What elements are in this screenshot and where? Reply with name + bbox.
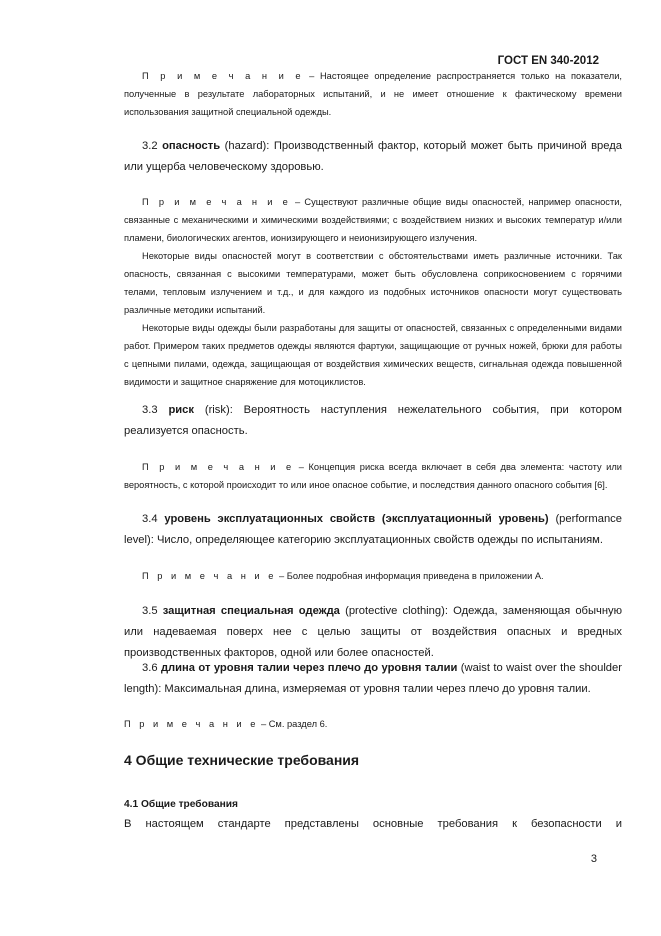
term-definition: (hazard): Производственный фактор, который может быть причиной вреда или ущерба человеческому здоровью.	[124, 140, 622, 173]
term-definition: (waist to waist over the shoulder length): Максимальная длина, измеряемая от уровня талии через плечо до уровня талии.	[124, 662, 622, 695]
note-label: П р и м е ч а н и е	[142, 71, 304, 81]
term-3-3	[124, 400, 622, 442]
term-3-4	[124, 509, 622, 551]
term-3-2	[124, 136, 622, 178]
note-label: П р и м е ч а н и е	[142, 462, 295, 472]
note-3	[124, 458, 622, 494]
note-1	[124, 67, 622, 121]
term-number: 3.2	[142, 140, 163, 152]
term-name: защитная специальная одежда	[162, 605, 340, 617]
term-definition: (risk): Вероятность наступления нежелательного события, при котором реализуется опасность.	[124, 404, 623, 437]
note-text: – Существуют различные общие виды опасностей, например опасности, связанные с механическими и химическими воздействиями; с воздействием низких и высоких температур и/или пламени, биологических агентов, ионизирующего и неионизирующего излучения.	[124, 197, 622, 243]
term-number: 3.4	[142, 513, 165, 525]
term-3-6	[124, 658, 622, 700]
note-label: П р и м е ч а н и е	[142, 571, 277, 581]
note-paragraph: Некоторые виды одежды были разработаны для защиты от опасностей, связанных с определенными видами работ. Примером таких предметов одежды являются фартуки, защищающие от ручных ножей, брюки для работы с цепными пилами, одежда, защищающая от воздействия химических веществ, сигнальная одежда повышенной видимости и защитное снаряжение для мотоциклистов.	[124, 323, 622, 387]
section-4-1-heading: 4.1 Общие требования	[124, 799, 238, 810]
section-4-1-text: В настоящем стандарте представлены основные требования к безопасности и	[124, 818, 622, 830]
note-2	[124, 193, 622, 391]
term-definition: (performance level): Число, определяющее категорию эксплуатационных свойств одежды по испытаниям.	[124, 513, 622, 546]
note-text: – Настоящее определение распространяется только на показатели, полученные в результате лабораторных испытаний, и не имеет отношение к фактическому времени использования защитной специальной одежды.	[124, 71, 622, 117]
term-number: 3.6	[142, 662, 161, 674]
note-paragraph: Некоторые виды опасностей могут в соответствии с обстоятельствами иметь различные источники. Так опасность, связанная с высокими температурами, может быть обусловлена соприкосновением с горячими телами, тепловым излучением и т.д., и для каждого из подобных источников опасности могут существовать различные методики испытаний.	[124, 251, 622, 315]
term-name: уровень эксплуатационных свойств (эксплуатационный уровень)	[164, 513, 549, 525]
note-text: – Концепция риска всегда включает в себя два элемента: частоту или вероятность, с которой происходит то или иное опасное событие, и последствия данного опасного события [6].	[124, 462, 622, 490]
term-name: риск	[168, 404, 194, 416]
note-text: – Более подробная информация приведена в приложении А.	[276, 571, 544, 581]
note-label: П р и м е ч а н и е	[142, 197, 291, 207]
term-name: длина от уровня талии через плечо до уровня талии	[160, 662, 458, 674]
term-number: 3.3	[142, 404, 169, 416]
note-5	[124, 715, 622, 733]
page-number: 3	[590, 853, 597, 865]
term-name: опасность	[162, 140, 221, 152]
term-number: 3.5	[142, 605, 163, 617]
section-4-heading: 4 Общие технические требования	[124, 752, 360, 768]
document-code: ГОСТ EN 340-2012	[497, 55, 599, 67]
note-text: – См. раздел 6.	[258, 719, 328, 729]
note-4	[124, 567, 622, 585]
term-definition: (protective clothing): Одежда, заменяющая обычную или надеваемая поверх нее с целью защиты от воздействия опасных и вредных производственных факторов, одной или более опасностей.	[124, 605, 622, 659]
term-3-5	[124, 601, 622, 664]
note-label: П р и м е ч а н и е	[124, 719, 259, 729]
